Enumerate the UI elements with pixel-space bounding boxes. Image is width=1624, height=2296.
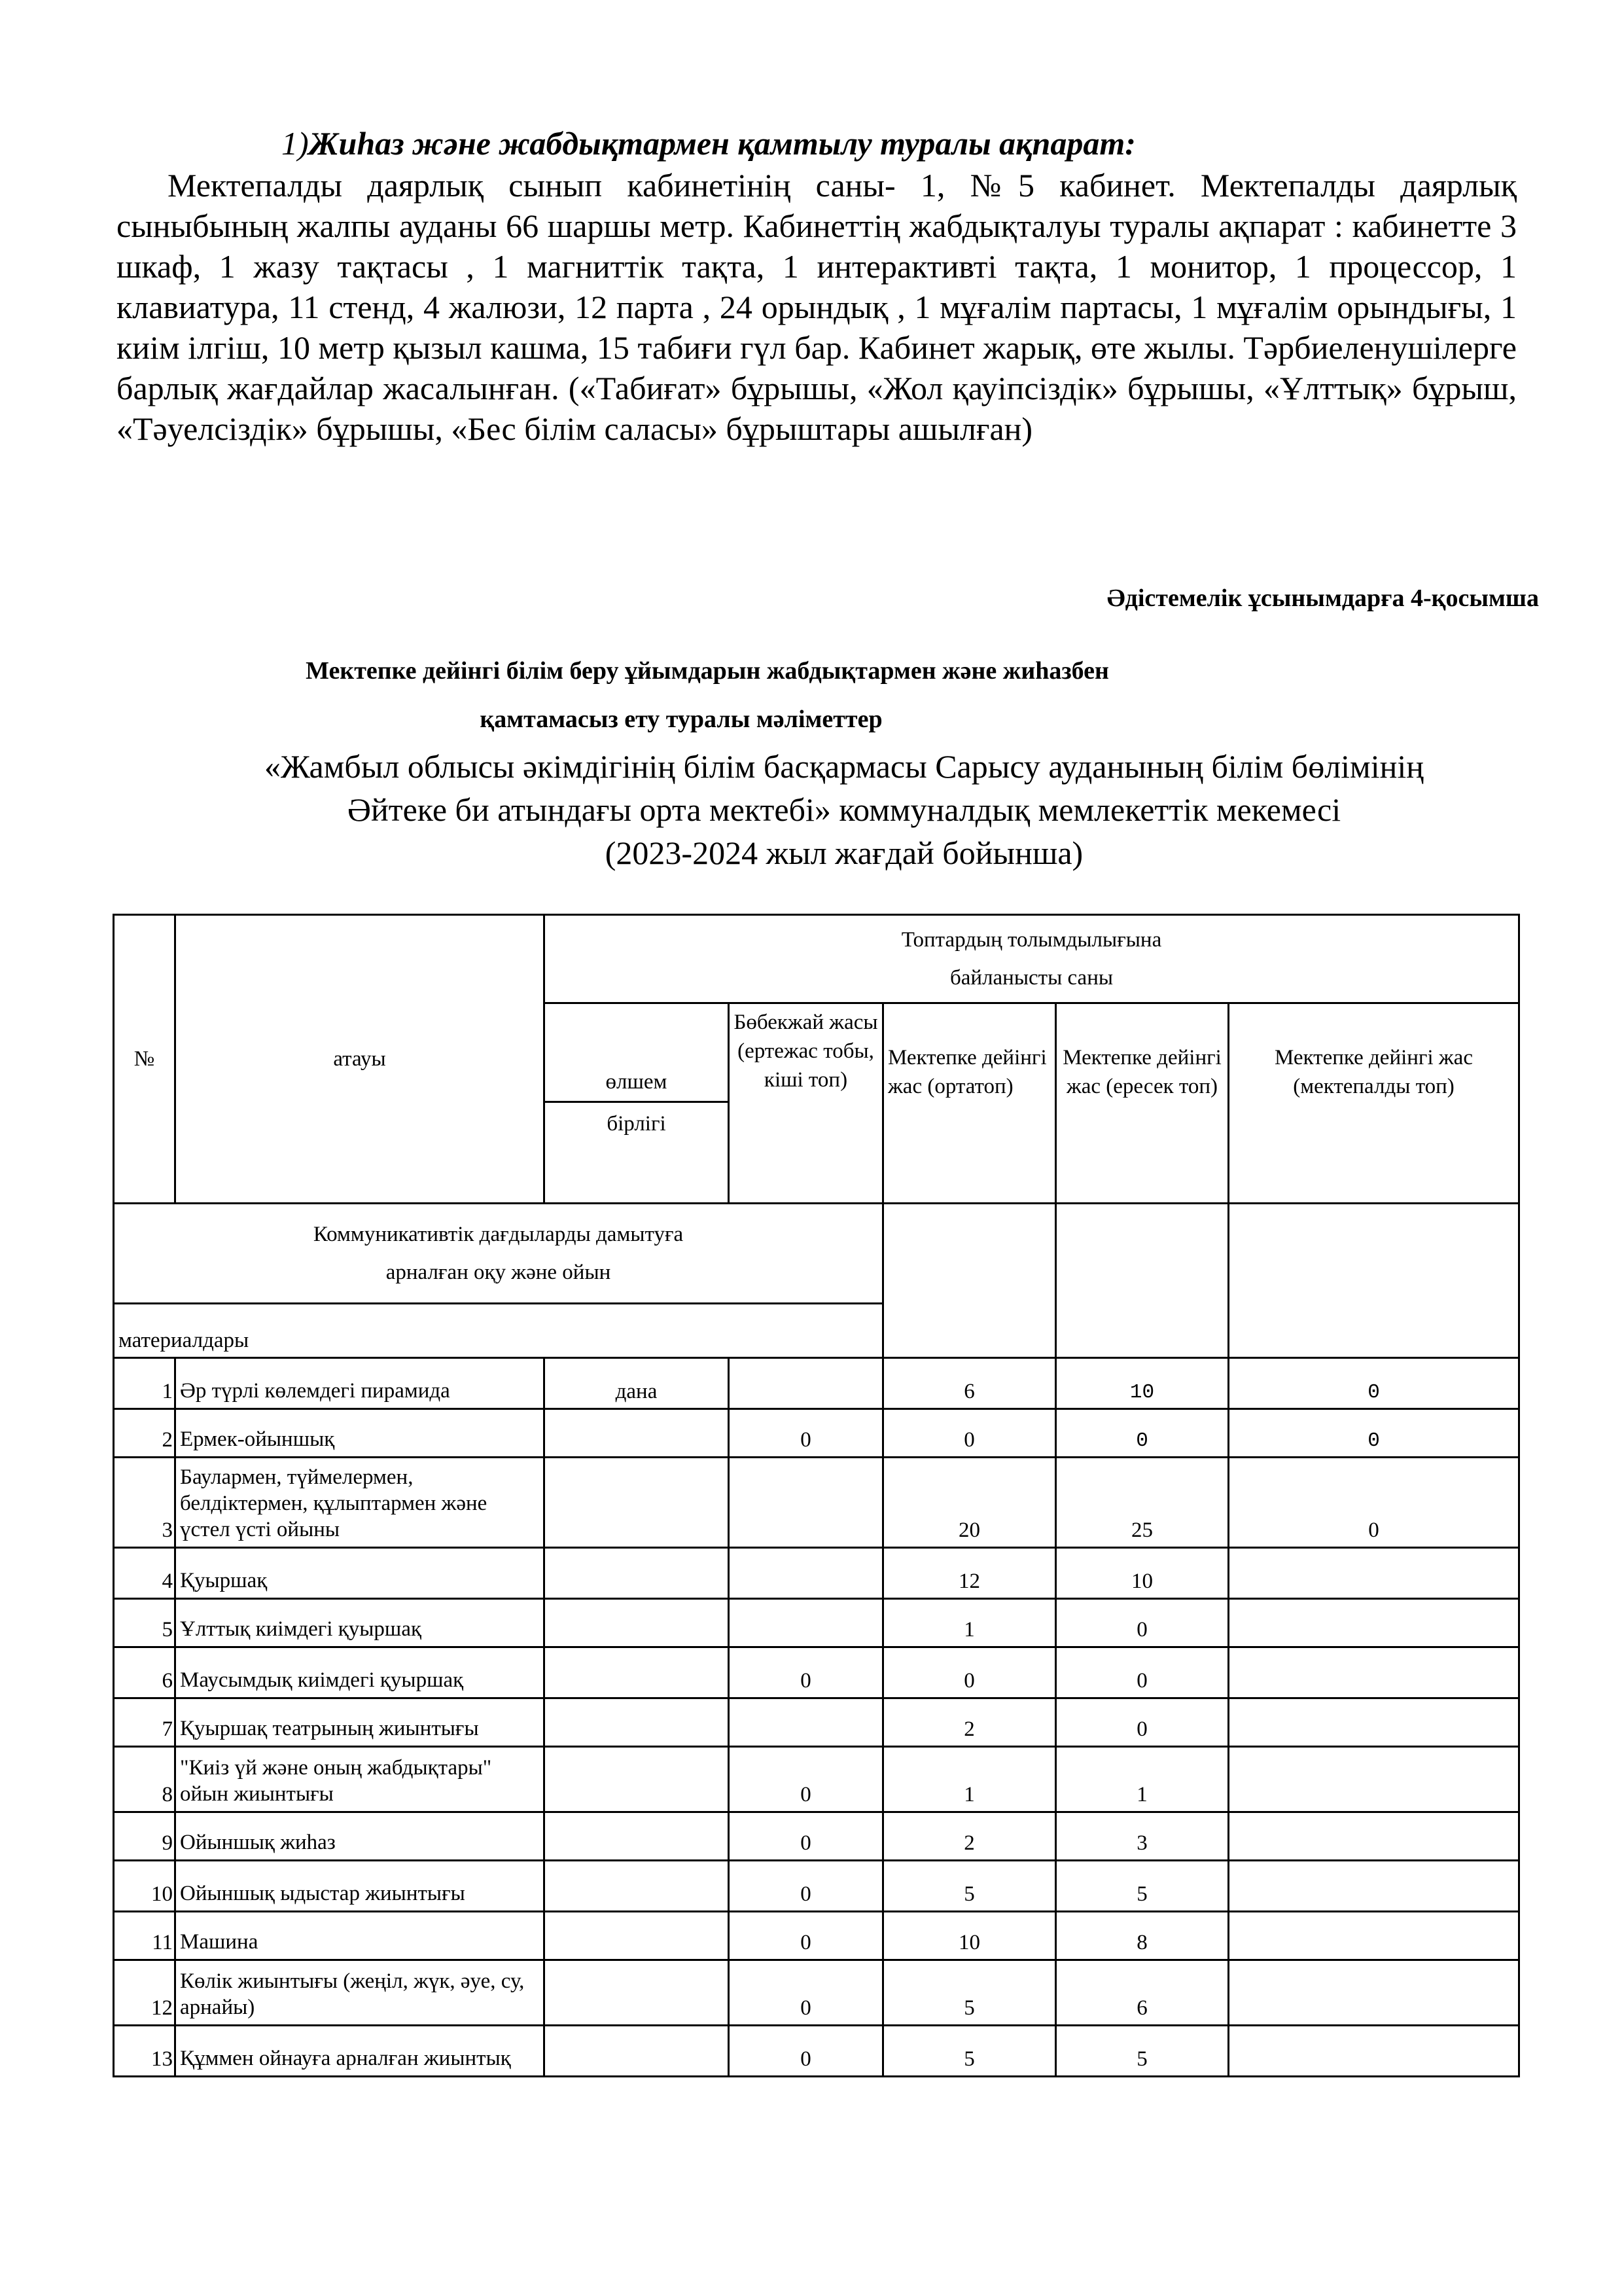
- row-middle: 2: [883, 1698, 1056, 1747]
- section-row-1: [114, 1204, 1519, 1304]
- row-nursery: 0: [729, 1912, 883, 1960]
- row-preschool: [1229, 1960, 1519, 2026]
- row-number: 11: [114, 1912, 175, 1960]
- table-row: [114, 1912, 1519, 1960]
- row-number: 13: [114, 2026, 175, 2077]
- row-number: 2: [114, 1409, 175, 1458]
- heading-text: Жиһаз және жабдықтармен қамтылу туралы ақпарат:: [308, 125, 1136, 162]
- row-number: 5: [114, 1599, 175, 1647]
- row-middle: 1: [883, 1747, 1056, 1812]
- row-unit: [544, 1599, 729, 1647]
- row-senior: 1: [1056, 1747, 1229, 1812]
- row-preschool: [1229, 2026, 1519, 2077]
- row-middle: 5: [883, 1861, 1056, 1912]
- row-number: 7: [114, 1698, 175, 1747]
- row-middle: 2: [883, 1812, 1056, 1861]
- row-name: Машина: [175, 1912, 544, 1960]
- row-middle: 0: [883, 1647, 1056, 1698]
- row-preschool: 0: [1229, 1358, 1519, 1409]
- row-preschool: [1229, 1861, 1519, 1912]
- header-preschool: Мектепке дейінгі жас (мектепалды топ): [1229, 1003, 1519, 1204]
- table-row: [114, 2026, 1519, 2077]
- row-middle: 1: [883, 1599, 1056, 1647]
- row-name: Ойыншық ыдыстар жиынтығы: [175, 1861, 544, 1912]
- organization-block: [111, 745, 1577, 874]
- row-number: 9: [114, 1812, 175, 1861]
- header-group: [544, 915, 1519, 1003]
- section-empty-senior: [1056, 1204, 1229, 1358]
- row-nursery: [729, 1548, 883, 1599]
- row-senior: 8: [1056, 1912, 1229, 1960]
- row-number: 3: [114, 1458, 175, 1548]
- row-senior: 25: [1056, 1458, 1229, 1548]
- row-unit: [544, 1458, 729, 1548]
- table-row: [114, 1358, 1519, 1409]
- row-senior: 6: [1056, 1960, 1229, 2026]
- header-group-line-1: Топтардың толымдылығына: [901, 928, 1162, 952]
- table-row: [114, 1747, 1519, 1812]
- title-line-2-text: қамтамасыз ету туралы мәліметтер: [480, 706, 883, 733]
- row-preschool: [1229, 1647, 1519, 1698]
- row-unit: [544, 1960, 729, 2026]
- title-line-1-text: Мектепке дейінгі білім беру ұйымдарын жабдықтармен және жиһазбен: [306, 657, 1109, 685]
- row-nursery: 0: [729, 1960, 883, 2026]
- row-number: 12: [114, 1960, 175, 2026]
- row-middle: 0: [883, 1409, 1056, 1458]
- row-senior: 0: [1056, 1599, 1229, 1647]
- row-preschool: [1229, 1599, 1519, 1647]
- row-preschool: 0: [1229, 1409, 1519, 1458]
- row-name: Ұлттық киімдегі қуыршақ: [175, 1599, 544, 1647]
- table-row: [114, 1548, 1519, 1599]
- section-empty-preschool: [1229, 1204, 1519, 1358]
- row-unit: [544, 1548, 729, 1599]
- table-row: [114, 1409, 1519, 1458]
- row-name: Ойыншық жиһаз: [175, 1812, 544, 1861]
- row-unit: [544, 1912, 729, 1960]
- row-middle: 10: [883, 1912, 1056, 1960]
- header-middle: Мектепке дейінгі жас (ортатоп): [883, 1003, 1056, 1204]
- row-number: 4: [114, 1548, 175, 1599]
- annex-label: Әдістемелік ұсынымдарға 4-қосымша: [1106, 584, 1539, 612]
- header-row-1: [114, 915, 1519, 1003]
- equipment-table: [113, 914, 1520, 2077]
- row-unit: [544, 1747, 729, 1812]
- row-nursery: 0: [729, 1647, 883, 1698]
- row-name: Көлік жиынтығы (жеңіл, жүк, әуе, су, арнайы): [175, 1960, 544, 2026]
- row-preschool: [1229, 1747, 1519, 1812]
- row-middle: 5: [883, 2026, 1056, 2077]
- row-name: Әр түрлі көлемдегі пирамида: [175, 1358, 544, 1409]
- header-unit-top: өлшем: [544, 1003, 729, 1102]
- section-title: [114, 1204, 883, 1304]
- row-preschool: [1229, 1812, 1519, 1861]
- row-senior: 10: [1056, 1548, 1229, 1599]
- row-unit: [544, 1812, 729, 1861]
- row-middle: 12: [883, 1548, 1056, 1599]
- row-senior: 5: [1056, 1861, 1229, 1912]
- table-row: [114, 1599, 1519, 1647]
- header-nursery: Бөбекжай жасы (ертежас тобы, кіші топ): [729, 1003, 883, 1204]
- row-number: 10: [114, 1861, 175, 1912]
- table-row: [114, 1861, 1519, 1912]
- row-name: Баулармен, түймелермен, белдіктермен, құлыптармен және үстел үсті ойыны: [175, 1458, 544, 1548]
- row-name: Құммен ойнауға арналған жиынтық: [175, 2026, 544, 2077]
- row-nursery: 0: [729, 1861, 883, 1912]
- header-unit-bottom: бірлігі: [544, 1102, 729, 1204]
- row-preschool: 0: [1229, 1458, 1519, 1548]
- header-name: атауы: [175, 915, 544, 1204]
- header-senior: Мектепке дейінгі жас (ересек топ): [1056, 1003, 1229, 1204]
- row-name: "Киіз үй және оның жабдықтары" ойын жиынтығы: [175, 1747, 544, 1812]
- row-senior: 10: [1056, 1358, 1229, 1409]
- section-line-1: Коммуникативтік дағдыларды дамытуға: [313, 1223, 684, 1246]
- row-nursery: 0: [729, 1747, 883, 1812]
- row-unit: дана: [544, 1358, 729, 1409]
- table-row: [114, 1647, 1519, 1698]
- row-nursery: 0: [729, 1409, 883, 1458]
- row-middle: 5: [883, 1960, 1056, 2026]
- row-preschool: [1229, 1912, 1519, 1960]
- org-line-2: Әйтеке би атындағы орта мектебі» коммуналдық мемлекеттік мекемесі: [347, 791, 1341, 828]
- row-middle: 20: [883, 1458, 1056, 1548]
- header-group-line-2: байланысты саны: [949, 966, 1114, 990]
- row-unit: [544, 2026, 729, 2077]
- row-name: Ермек-ойыншық: [175, 1409, 544, 1458]
- row-senior: 0: [1056, 1698, 1229, 1747]
- row-number: 1: [114, 1358, 175, 1409]
- row-nursery: [729, 1599, 883, 1647]
- row-name: Маусымдық киімдегі қуыршақ: [175, 1647, 544, 1698]
- section-empty-middle: [883, 1204, 1056, 1358]
- table-row: [114, 1458, 1519, 1548]
- row-senior: 3: [1056, 1812, 1229, 1861]
- section-line-3: материалдары: [114, 1304, 883, 1358]
- row-senior: 5: [1056, 2026, 1229, 2077]
- cabinet-description: Мектепалды даярлық сынып кабинетінің саны- 1, №5 кабинет. Мектепалды даярлық сыныбының жалпы ауданы 66 шаршы метр. Кабинеттің жабдықталуы туралы ақпарат : кабинетте 3 шкаф, 1 жазу тақтасы , 1 магниттік тақта, 1 интерактивті тақта, 1 монитор, 1 процессор, 1 клавиатура, 11 стенд, 4 жалюзи, 12 парта , 24 орындық , 1 мұғалім партасы, 1 мұғалім орындығы, 1 киім ілгіш, 10 метр қызыл кашма, 15 табиғи гүл бар. Кабинет жарық, өте жылы. Тәрбиеленушілерге барлық жағдайлар жасалынған. («Табиғат» бұрышы, «Жол қауіпсіздік» бұрышы, «Ұлттық» бұрыш, «Тәуелсіздік» бұрышы, «Бес білім саласы» бұрыштары ашылған): [116, 167, 1517, 447]
- table-row: [114, 1698, 1519, 1747]
- row-unit: [544, 1409, 729, 1458]
- row-nursery: [729, 1458, 883, 1548]
- row-number: 8: [114, 1747, 175, 1812]
- row-nursery: 0: [729, 1812, 883, 1861]
- org-line-3: (2023-2024 жыл жағдай бойынша): [605, 834, 1084, 871]
- table-title-line-2: [0, 705, 1624, 734]
- row-unit: [544, 1647, 729, 1698]
- org-line-1: «Жамбыл облысы әкімдігінің білім басқармасы Сарысу ауданының білім бөлімінің: [264, 748, 1424, 785]
- header-number: №: [114, 915, 175, 1204]
- row-nursery: [729, 1358, 883, 1409]
- row-senior: 0: [1056, 1647, 1229, 1698]
- heading-number: 1): [281, 125, 309, 162]
- row-preschool: [1229, 1548, 1519, 1599]
- row-number: 6: [114, 1647, 175, 1698]
- section-heading: [281, 124, 1136, 162]
- table-row: [114, 1960, 1519, 2026]
- section-line-2: арналған оқу және ойын: [385, 1261, 611, 1284]
- row-middle: 6: [883, 1358, 1056, 1409]
- row-unit: [544, 1698, 729, 1747]
- row-unit: [544, 1861, 729, 1912]
- table-row: [114, 1812, 1519, 1861]
- row-nursery: [729, 1698, 883, 1747]
- row-name: Қуыршақ театрының жиынтығы: [175, 1698, 544, 1747]
- row-name: Қуыршақ: [175, 1548, 544, 1599]
- row-senior: 0: [1056, 1409, 1229, 1458]
- table-title-line-1: [0, 656, 1624, 685]
- row-preschool: [1229, 1698, 1519, 1747]
- row-nursery: 0: [729, 2026, 883, 2077]
